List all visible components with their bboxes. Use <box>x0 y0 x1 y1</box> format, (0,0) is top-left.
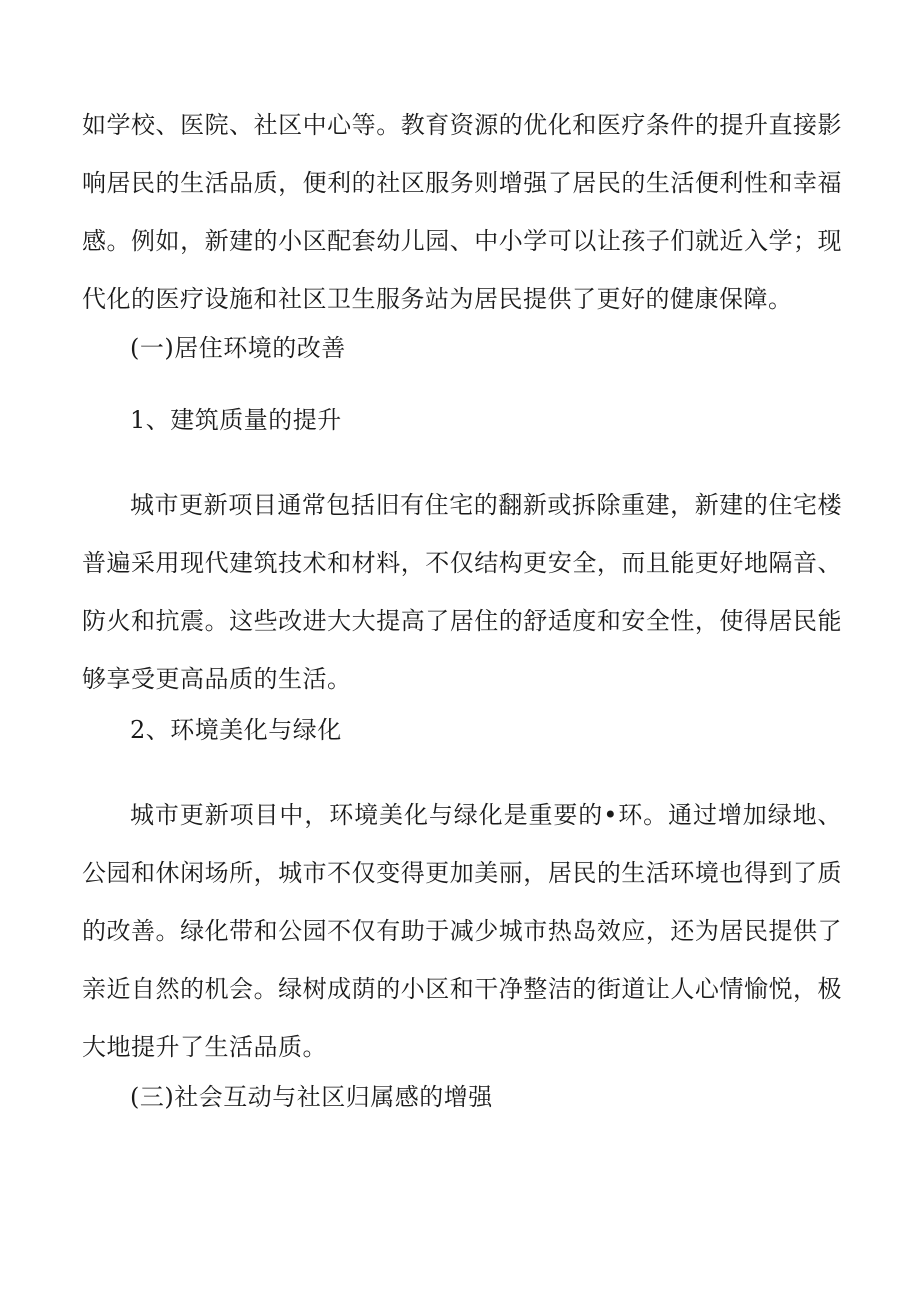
section-heading: (一)居住环境的改善 <box>130 334 346 362</box>
section-heading: (三)社会互动与社区归属感的增强 <box>130 1083 493 1111</box>
subsection-heading: 2、环境美化与绿化 <box>130 716 342 744</box>
subsection-heading: 1、建筑质量的提升 <box>130 406 342 434</box>
body-paragraph: 如学校、医院、社区中心等。教育资源的优化和医疗条件的提升直接影响居民的生活品质，便利的社区服务则增强了居民的生活便利性和幸福感。例如，新建的小区配套幼儿园、中小学可以让孩子们就近入学；现代化的医疗设施和社区卫生服务站为居民提供了更好的健康保障。 <box>82 111 842 313</box>
body-paragraph: 城市更新项目通常包括旧有住宅的翻新或拆除重建，新建的住宅楼普遍采用现代建筑技术和材料，不仅结构更安全，而且能更好地隔音、防火和抗震。这些改进大大提高了居住的舒适度和安全性，使得居民能够享受更高品质的生活。 <box>82 491 842 693</box>
body-paragraph: 城市更新项目中，环境美化与绿化是重要的•环。通过增加绿地、公园和休闲场所，城市不仅变得更加美丽，居民的生活环境也得到了质的改善。绿化带和公园不仅有助于减少城市热岛效应，还为居民提供了亲近自然的机会。绿树成荫的小区和干净整洁的街道让人心情愉悦，极大地提升了生活品质。 <box>82 801 842 1061</box>
